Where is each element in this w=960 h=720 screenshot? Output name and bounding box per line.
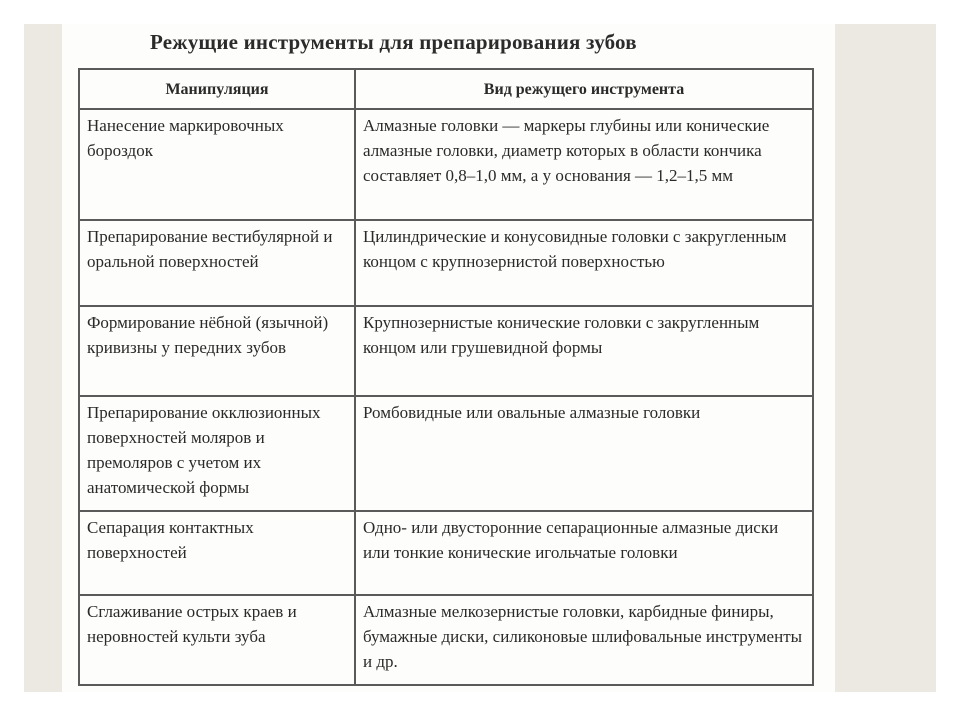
table-row [79,306,813,396]
manipulation-cell: Сглаживание острых краев и неровностей культи зуба [79,595,355,685]
manipulation-cell: Нанесение маркировочных бороздок [79,109,355,220]
manipulation-cell: Формирование нёбной (язычной) кривизны у передних зубов [79,306,355,396]
instruments-table [78,68,814,686]
table-row [79,220,813,306]
table-row [79,396,813,511]
table-row [79,109,813,220]
instrument-cell: Алмазные мелкозернистые головки, карбидные финиры, бумажные диски, силиконовые шлифовальные инструменты и др. [355,595,813,685]
manipulation-cell: Сепарация контактных поверхностей [79,511,355,595]
table-header-row [79,69,813,109]
column-header-manipulation: Манипуляция [79,69,355,109]
instrument-cell: Крупнозернистые конические головки с закругленным концом или грушевидной формы [355,306,813,396]
table-row [79,511,813,595]
instrument-cell: Ромбовидные или овальные алмазные головки [355,396,813,511]
instrument-cell: Цилиндрические и конусовидные головки с закругленным концом с крупнозернистой поверхностью [355,220,813,306]
column-header-instrument: Вид режущего инструмента [355,69,813,109]
instrument-cell: Алмазные головки — маркеры глубины или конические алмазные головки, диаметр которых в области кончика составляет 0,8–1,0 мм, а у основания — 1,2–1,5 мм [355,109,813,220]
document-title: Режущие инструменты для препарирования зубов [150,30,637,54]
manipulation-cell: Препарирование окклюзионных поверхностей моляров и премоляров с учетом их анатомической формы [79,396,355,511]
instrument-cell: Одно- или двусторонние сепарационные алмазные диски или тонкие конические игольчатые головки [355,511,813,595]
manipulation-cell: Препарирование вестибулярной и оральной поверхностей [79,220,355,306]
table-row [79,595,813,685]
